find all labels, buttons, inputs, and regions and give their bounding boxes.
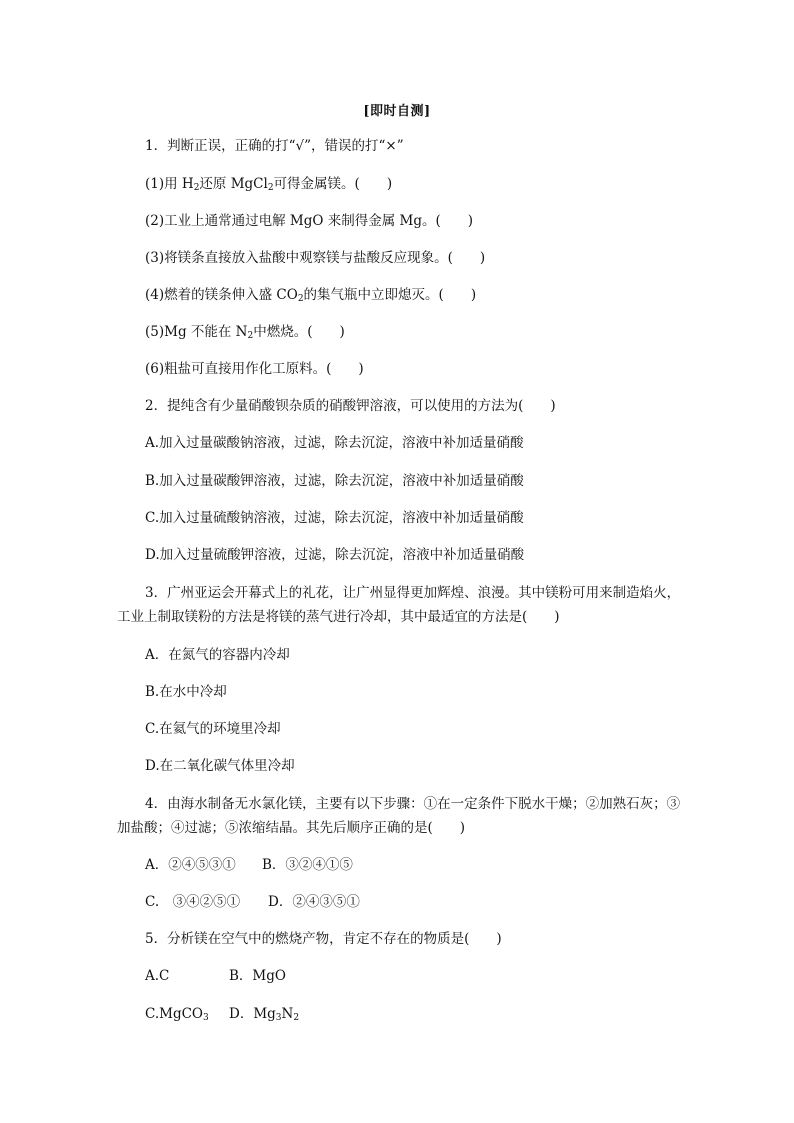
q1-item-1-sub-1: 2 (193, 183, 200, 193)
q3-option-b: B.在水中冷却 (145, 684, 227, 700)
q1-stem: 1．判断正误，正确的打“√”，错误的打“×” (145, 138, 404, 154)
q1-item-4-sub: 2 (297, 294, 304, 304)
q2-stem: 2．提纯含有少量硝酸钡杂质的硝酸钾溶液，可以使用的方法为( ) (145, 398, 556, 414)
q5-option-d-sub-1: 3 (275, 1013, 282, 1023)
q4-stem-line-1: 4．由海水制备无水氯化镁，主要有以下步骤：①在一定条件下脱水干燥；②加熟石灰；③ (145, 796, 681, 812)
q1-item-1-text-b: 还原 MgCl (199, 176, 268, 192)
q5-stem: 5．分析镁在空气中的燃烧产物，肯定不存在的物质是( ) (145, 931, 502, 947)
q1-item-2: (2)工业上通常通过电解 MgO 来制得金属 Mg。( ) (145, 213, 474, 229)
q5-option-d-sub-2: 2 (293, 1013, 300, 1023)
q5-option-a: A.C (145, 968, 170, 984)
q5-option-c-sub: 3 (203, 1013, 209, 1023)
q1-item-4-text-a: (4)燃着的镁条伸入盛 CO (145, 287, 298, 303)
q1-item-1-sub-2: 2 (267, 183, 274, 193)
q5-option-c-text: C.MgCO (145, 1006, 204, 1022)
q2-option-d: D.加入过量硫酸钾溶液，过滤，除去沉淀，溶液中补加适量硝酸 (145, 547, 525, 563)
q5-option-b: B．MgO (229, 968, 286, 984)
q1-item-5-text-b: 中燃烧。( ) (253, 324, 345, 340)
q3-option-d: D.在二氧化碳气体里冷却 (145, 758, 295, 774)
q1-item-5-sub: 2 (247, 331, 254, 341)
section-title: [即时自测] (363, 104, 431, 119)
q1-item-1 (145, 175, 392, 193)
q1-item-3: (3)将镁条直接放入盐酸中观察镁与盐酸反应现象。( ) (145, 250, 486, 266)
q1-item-5 (145, 323, 345, 341)
q2-option-c: C.加入过量硫酸钠溶液，过滤，除去沉淀，溶液中补加适量硝酸 (145, 510, 524, 526)
q3-option-a: A．在氮气的容器内冷却 (145, 647, 290, 663)
q1-item-1-text-a: (1)用 H (145, 176, 194, 192)
q1-item-4-text-b: 的集气瓶中立即熄灭。( ) (303, 287, 477, 303)
q2-option-a: A.加入过量碳酸钠溶液，过滤，除去沉淀，溶液中补加适量硝酸 (145, 435, 524, 451)
q5-option-d (229, 1005, 299, 1023)
q1-item-1-text-c: 可得金属镁。( ) (273, 176, 393, 192)
q3-stem-line-1: 3．广州亚运会开幕式上的礼花，让广州显得更加辉煌、浪漫。其中镁粉可用来制造焰火， (145, 585, 681, 601)
q5-option-c (145, 1005, 209, 1023)
q5-option-d-text-a: D．Mg (229, 1006, 276, 1022)
q1-item-5-text-a: (5)Mg 不能在 N (145, 324, 248, 340)
q1-item-4 (145, 286, 476, 304)
q1-item-6: (6)粗盐可直接用作化工原料。( ) (145, 361, 364, 377)
q3-option-c: C.在氦气的环境里冷却 (145, 721, 281, 737)
q2-option-b: B.加入过量碳酸钾溶液，过滤，除去沉淀，溶液中补加适量硝酸 (145, 473, 524, 489)
q3-stem-line-2: 工业上制取镁粉的方法是将镁的蒸气进行冷却，其中最适宜的方法是( ) (117, 609, 560, 625)
q4-stem-line-2: 加盐酸；④过滤；⑤浓缩结晶。其先后顺序正确的是( ) (117, 820, 466, 836)
q4-option-a: A．②④⑤③① (145, 857, 236, 873)
q5-option-d-text-b: N (281, 1006, 294, 1022)
q4-option-d: D．②④③⑤① (268, 894, 360, 910)
q4-option-c: C. ③④②⑤① (145, 894, 241, 910)
q4-option-b: B．③②④①⑤ (262, 857, 353, 873)
